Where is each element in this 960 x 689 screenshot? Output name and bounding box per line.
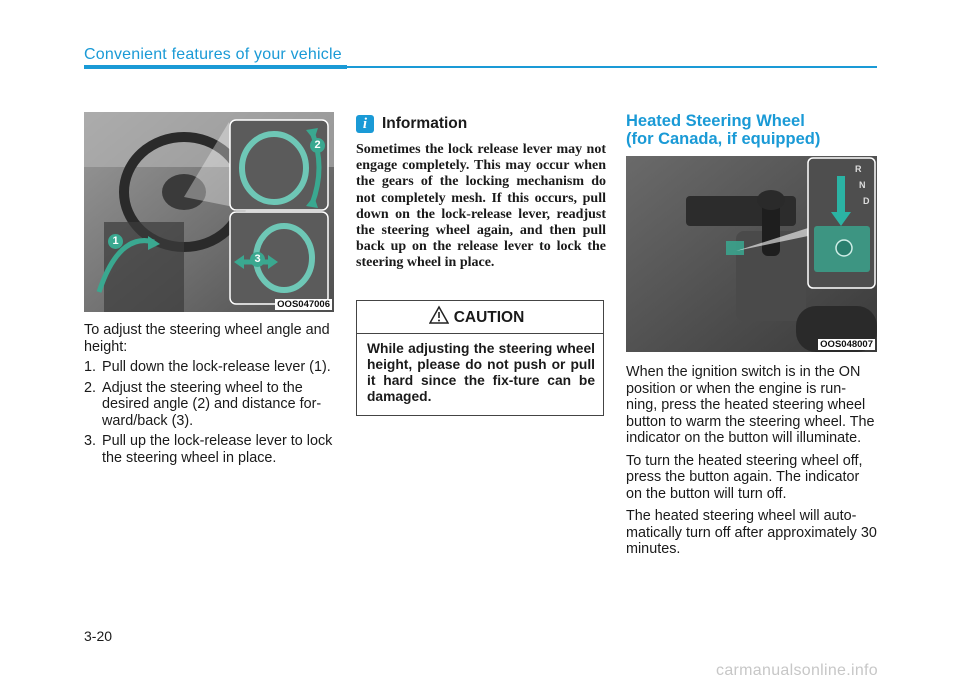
heated-wheel-illustration (626, 156, 877, 352)
heated-wheel-subtitle: (for Canada, if equipped) (626, 130, 821, 148)
section-header-title: Convenient features of your vehicle (84, 46, 342, 63)
gear-label-r: R (855, 164, 862, 174)
heated-wheel-paragraph-3: The heated steering wheel will auto-matically turn off after approximately 30 minutes. (626, 508, 877, 557)
information-text: Sometimes the lock release lever may not engage completely. This may occur when the gears of the locking mechanism do not completely mesh. If this occurs, pull down on the lock-release lever, readjust the steering wheel again, and then pull back up on the release lever to lock the steering wheel in place. (356, 142, 606, 271)
steering-adjust-figure (84, 112, 334, 312)
step-number: 2. (84, 379, 97, 396)
heated-wheel-figure (626, 156, 877, 352)
page-number: 3-20 (84, 628, 113, 644)
callout-2: 2 (310, 138, 325, 153)
step-text: Pull up the lock-release lever to lock the steering wheel in place. (102, 433, 333, 466)
list-item (84, 359, 334, 376)
heated-wheel-paragraph-2: To turn the heated steering wheel off, press the button again. The indicator on the button will turn off. (626, 452, 863, 502)
callout-1: 1 (108, 234, 123, 249)
caution-box (356, 300, 604, 416)
heated-wheel-title: Heated Steering Wheel (626, 112, 805, 130)
watermark: carmanualsonline.info (716, 662, 878, 679)
figure-code: OOS047006 (277, 299, 330, 310)
gear-label-n: N (859, 180, 866, 190)
information-header (356, 112, 606, 136)
steering-adjust-illustration (84, 112, 334, 312)
step-number: 1. (84, 359, 97, 375)
gear-label-d: D (863, 196, 870, 206)
list-item (84, 433, 334, 466)
step-text: Pull down the lock-release lever (1). (102, 359, 331, 375)
caution-divider (357, 333, 603, 334)
callout-3: 3 (250, 252, 265, 267)
steering-steps-list (84, 359, 334, 466)
caution-title: CAUTION (453, 309, 525, 326)
information-title: Information (382, 115, 468, 132)
right-column (626, 112, 877, 558)
list-item (84, 380, 334, 430)
figure-code: OOS048007 (820, 339, 873, 350)
steering-intro-text: To adjust the steering wheel angle and height: (84, 322, 330, 355)
caution-text: While adjusting the steering wheel height, please do not push or pull it hard since the fix-ture can be damaged. (367, 341, 595, 404)
left-column (84, 112, 334, 470)
step-number: 3. (84, 433, 97, 449)
middle-column (356, 112, 606, 422)
heated-wheel-paragraph-1: When the ignition switch is in the ON position or when the engine is run-ning, press the heated steering wheel button to warm the steering wheel. The indicator on the button will illuminate. (626, 364, 875, 446)
info-icon: i (356, 115, 374, 133)
step-text: Adjust the steering wheel to the desired angle (2) and distance for-ward/back (3). (102, 379, 322, 429)
header-rule (84, 66, 877, 68)
